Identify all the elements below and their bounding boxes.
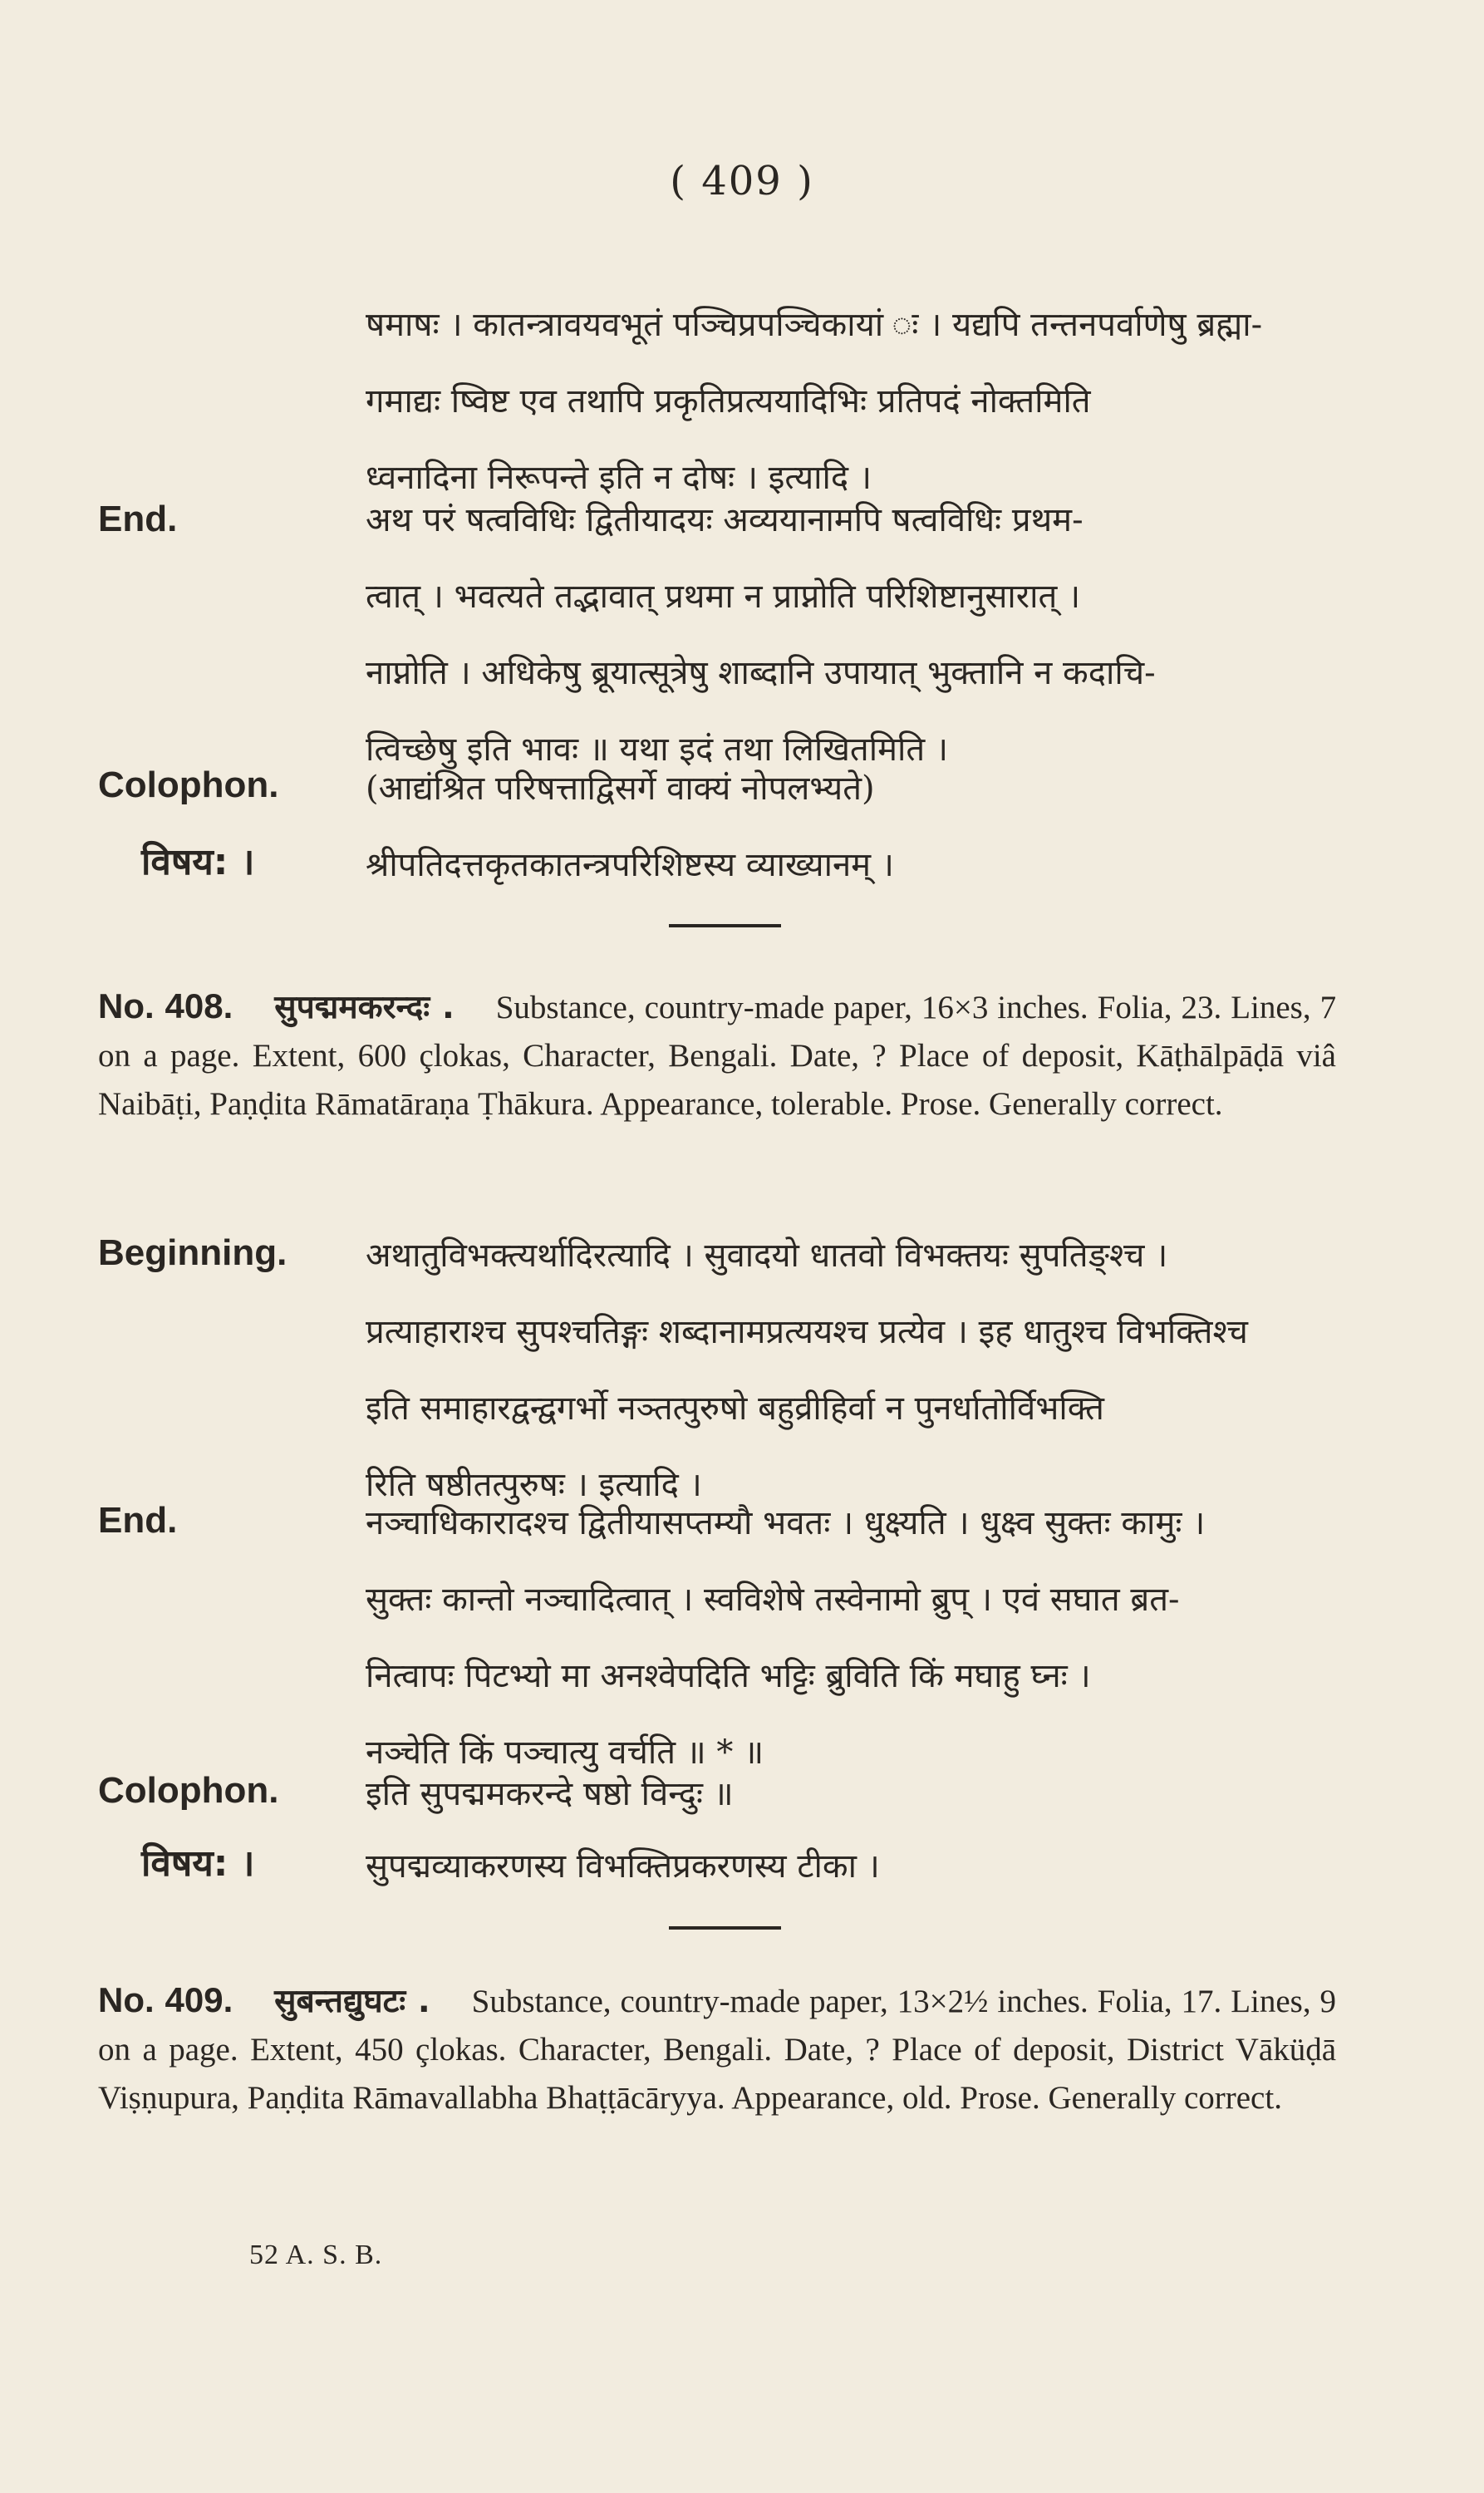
- entry-409: [98, 1976, 1336, 2122]
- text-line: नञ्चेति किं पञ्चात्यु वर्चति ॥ * ॥: [366, 1733, 764, 1772]
- text-line: गमाद्यः ष्विष्ट एव तथापि प्रकृतिप्रत्ययादिभिः प्रतिपदं नोक्तमिति: [366, 382, 1091, 420]
- text-line: ध्वनादिना निरूपन्ते इति न दोषः । इत्यादि ।: [366, 459, 872, 497]
- text-line: अथातुविभक्त्यर्थादिरत्यादि । सुवादयो धातवो विभक्तयः सुपतिङ्श्च ।: [366, 1237, 1168, 1275]
- entry-details: Substance, country-made paper, 13×2½ inches. Folia, 17. Lines, 9 on a page. Extent, 450 çlokas. Character, Bengali. Date, ? Place of deposit, District Vāküḍā Viṣṇupura, Paṇḍita Rāmavallabha Bhaṭṭācāryya. Appearance, old. Prose. Generally correct.: [98, 1984, 1337, 2116]
- entry-408-beginning-text: [366, 1217, 1338, 1523]
- section-divider: [669, 924, 781, 927]
- text-line: सुक्तः कान्तो नञ्चादित्वात् । स्वविशेषे तस्वेनामो ब्रुप् । एवं सघात ब्रत-: [366, 1581, 1180, 1619]
- entry-title: सुपद्ममकरन्दः .: [274, 989, 455, 1026]
- entry-title: सुबन्तद्युघटः .: [274, 1983, 430, 2020]
- vishaya-text: सुपद्मव्याकरणस्य विभक्तिप्रकरणस्य टीका ।: [366, 1847, 880, 1886]
- vishaya-text: श्रीपतिदत्तकृतकातन्त्रपरिशिष्टस्य व्याख्यानम् ।: [366, 846, 894, 884]
- entry-408-end-text: [366, 1485, 1338, 1791]
- entry-number: No. 409.: [98, 1980, 233, 2019]
- colophon-label: Colophon.: [98, 1770, 279, 1811]
- text-line: नञ्चाधिकारादश्च द्वितीयासप्तम्यौ भवतः । धुक्ष्यति । धुक्ष्व सुक्तः कामुः ।: [366, 1504, 1206, 1542]
- text-line: त्वात् । भवत्यते तद्भावात् प्रथमा न प्राप्नोति परिशिष्टानुसारात् ।: [366, 578, 1081, 616]
- text-line: नाप्नोति । अधिकेषु ब्रूयात्सूत्रेषु शाब्दानि उपायात् भुक्तानि न कदाचि-: [366, 654, 1156, 692]
- text-line: इति समाहारद्वन्द्वगर्भो नञ्तत्पुरुषो बहुव्रीहिर्वा न पुनर्धातोर्विभक्ति: [366, 1389, 1104, 1428]
- beginning-label: Beginning.: [98, 1232, 287, 1273]
- page-number: ( 409 ): [670, 158, 814, 204]
- text-line: प्रत्याहाराश्च सुपश्चतिङ्गः शब्दानामप्रत्ययश्च प्रत्येव । इह धातुश्च विभक्तिश्च: [366, 1313, 1248, 1351]
- text-line: अथ परं षत्वविधिः द्वितीयादयः अव्ययानामपि षत्वविधिः प्रथम-: [366, 501, 1084, 539]
- entry-number: No. 408.: [98, 986, 233, 1025]
- signature-mark: 52 A. S. B.: [249, 2240, 383, 2270]
- entry-details: Substance, country-made paper, 16×3 inches. Folia, 23. Lines, 7 on a page. Extent, 600 çlokas, Character, Bengali. Date, ? Place of deposit, Kāṭhālpāḍā viâ Naibāṭi, Paṇḍita Rāmatāraṇa Ṭhākura. Appearance, tolerable. Prose. Generally correct.: [98, 990, 1337, 1122]
- vishaya-label: विषय: ।: [141, 841, 255, 883]
- colophon-text: इति सुपद्ममकरन्दे षष्ठो विन्दुः ॥: [366, 1775, 734, 1813]
- colophon-label: Colophon.: [98, 765, 279, 805]
- entry-407-end-text: [366, 482, 1338, 788]
- entry-408: [98, 982, 1336, 1128]
- text-line: षमाषः । कातन्त्रावयवभूतं पञ्चिप्रपञ्चिकायां ः । यद्यपि तन्तनपर्वाणेषु ब्रह्मा-: [366, 306, 1263, 344]
- text-line: रिति षष्ठीतत्पुरुषः । इत्यादि ।: [366, 1466, 702, 1504]
- end-label: End.: [98, 1500, 178, 1541]
- colophon-text: (आद्यंश्रित परिषत्ताद्विसर्गे वाक्यं नोपलभ्यते): [366, 770, 875, 808]
- vishaya-label: विषय: ।: [141, 1842, 255, 1885]
- section-divider: [669, 1926, 781, 1930]
- end-label: End.: [98, 499, 178, 539]
- text-line: त्विच्छेषु इति भावः ॥ यथा इदं तथा लिखितमिति ।: [366, 730, 949, 769]
- text-line: नित्वापः पिटभ्यो मा अनश्वेपदिति भट्टिः ब्रुविति किं मघाहु घ्नः ।: [366, 1657, 1091, 1695]
